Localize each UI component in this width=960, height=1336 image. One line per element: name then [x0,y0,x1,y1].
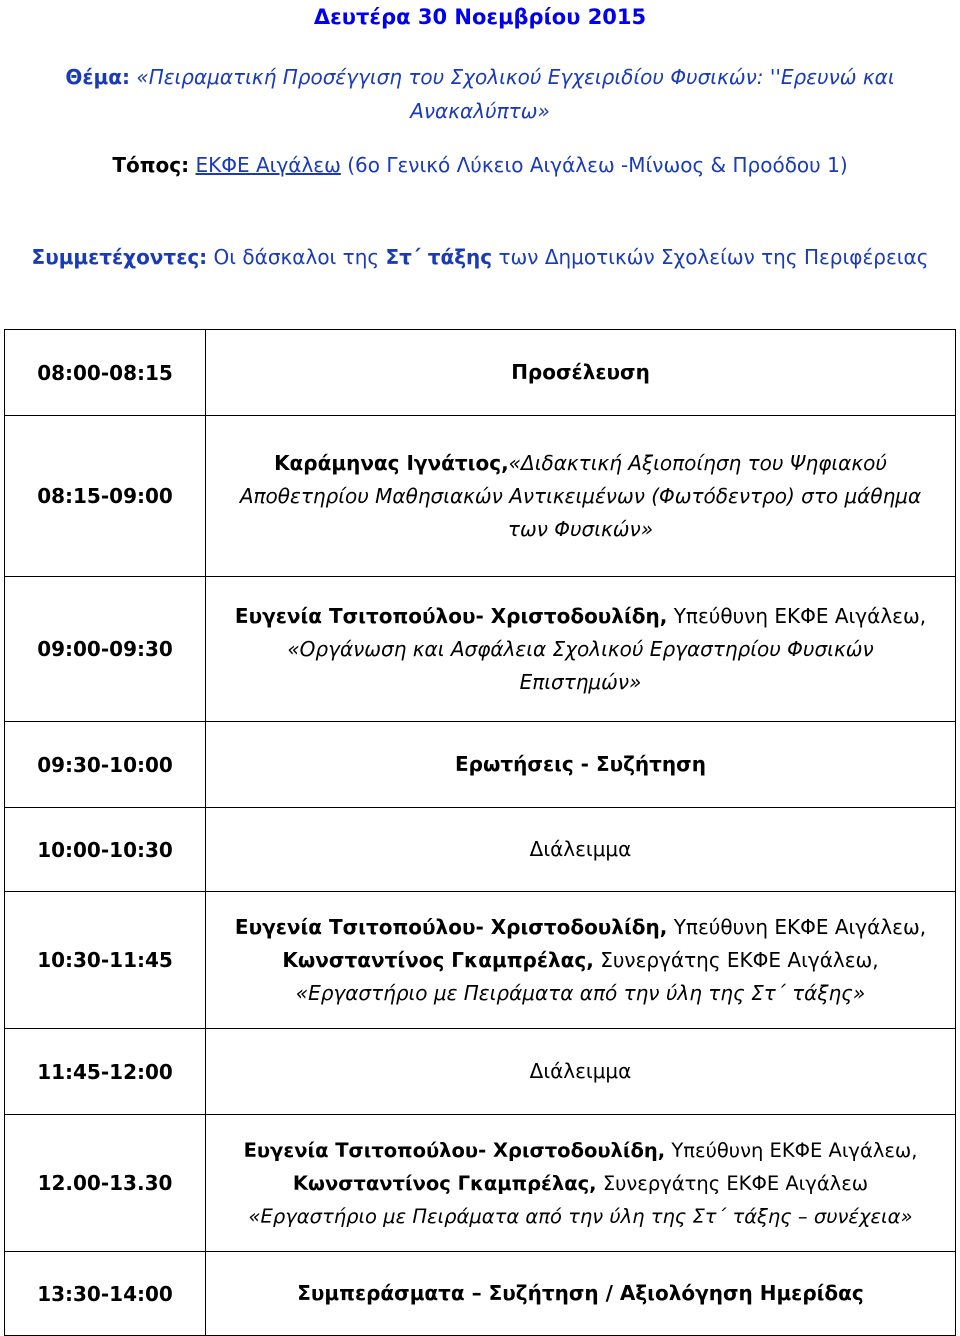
participants-label: Συμμετέχοντες: [31,245,208,269]
talk-title: «Εργαστήριο με Πειράματα από την ύλη της Στ΄ τάξης – συνέχεια» [248,1204,913,1228]
time-cell: 11:45-12:00 [5,1029,206,1115]
speaker-name: Ευγενία Τσιτοπούλου- Χριστοδουλίδη, [234,603,668,628]
talk-title: «Διδακτική Αξιοποίηση του Ψηφιακού [508,450,887,475]
speaker-name: Ευγενία Τσιτοπούλου- Χριστοδουλίδη, [234,914,668,939]
time-cell: 10:00-10:30 [5,808,206,892]
table-row [5,722,956,808]
table-row [5,330,956,416]
schedule-table [4,329,956,1336]
participants-grade: Στ΄ τάξης [385,245,493,269]
page-title: Δευτέρα 30 Νοεμβρίου 2015 [313,5,647,29]
speaker-role: Συνεργάτης ΕΚΦΕ Αιγάλεω, [600,947,879,972]
activity-cell [206,1115,956,1252]
table-row [5,1252,956,1336]
table-row [5,1115,956,1252]
activity-cell: Διάλειμμα [206,808,956,892]
time-cell: 12.00-13.30 [5,1115,206,1252]
speaker-role: Συνεργάτης ΕΚΦΕ Αιγάλεω [602,1171,869,1195]
participants-line [0,244,960,270]
subject-text: «Πειραματική Προσέγγιση του Σχολικού Εγχειριδίου Φυσικών: ''Ερευνώ και Ανακαλύπτω» [136,65,895,123]
table-row [5,1029,956,1115]
speaker-role: Υπεύθυνη ΕΚΦΕ Αιγάλεω, [673,603,927,628]
talk-title-end: των Φυσικών» [507,516,654,541]
speaker-name: Καράμηνας Ιγνάτιος, [274,450,509,475]
activity-cell [206,892,956,1029]
talk-title-end: Επιστημών» [519,669,642,694]
activity-cell: Προσέλευση [206,330,956,416]
table-row [5,892,956,1029]
place-label: Τόπος: [112,153,190,177]
place-detail: (6ο Γενικό Λύκειο Αιγάλεω -Μίνωος & Προόδου 1) [347,153,848,177]
time-cell: 10:30-11:45 [5,892,206,1029]
speaker-name: Ευγενία Τσιτοπούλου- Χριστοδουλίδη, [243,1138,666,1162]
speaker-role: Υπεύθυνη ΕΚΦΕ Αιγάλεω, [671,1138,918,1162]
activity-cell [206,416,956,577]
table-row [5,577,956,722]
talk-title: «Οργάνωση και Ασφάλεια Σχολικού Εργαστηρίου Φυσικών [287,636,874,661]
time-cell: 09:00-09:30 [5,577,206,722]
place-line [0,152,960,178]
participants-post: των Δημοτικών Σχολείων της Περιφέρειας [498,245,929,269]
activity-cell [206,577,956,722]
activity-cell: Διάλειμμα [206,1029,956,1115]
activity-cell: Συμπεράσματα – Συζήτηση / Αξιολόγηση Ημερίδας [206,1252,956,1336]
speaker-role: Υπεύθυνη ΕΚΦΕ Αιγάλεω, [673,914,927,939]
subject-label: Θέμα: [65,65,130,89]
subject-line [20,60,940,128]
time-cell: 08:15-09:00 [5,416,206,577]
participants-pre: Οι δάσκαλοι της [213,245,380,269]
place-venue: ΕΚΦΕ Αιγάλεω [195,153,341,177]
time-cell: 08:00-08:15 [5,330,206,416]
time-cell: 13:30-14:00 [5,1252,206,1336]
speaker-name: Κωνσταντίνος Γκαμπρέλας, [292,1171,597,1195]
talk-title-cont: Αποθετηρίου Μαθησιακών Αντικειμένων (Φωτόδεντρο) στο μάθημα [239,483,922,508]
activity-cell: Ερωτήσεις - Συζήτηση [206,722,956,808]
table-row [5,416,956,577]
talk-title: «Εργαστήριο με Πειράματα από την ύλη της Στ΄ τάξης» [295,980,866,1005]
table-row [5,808,956,892]
time-cell: 09:30-10:00 [5,722,206,808]
speaker-name: Κωνσταντίνος Γκαμπρέλας, [282,947,594,972]
